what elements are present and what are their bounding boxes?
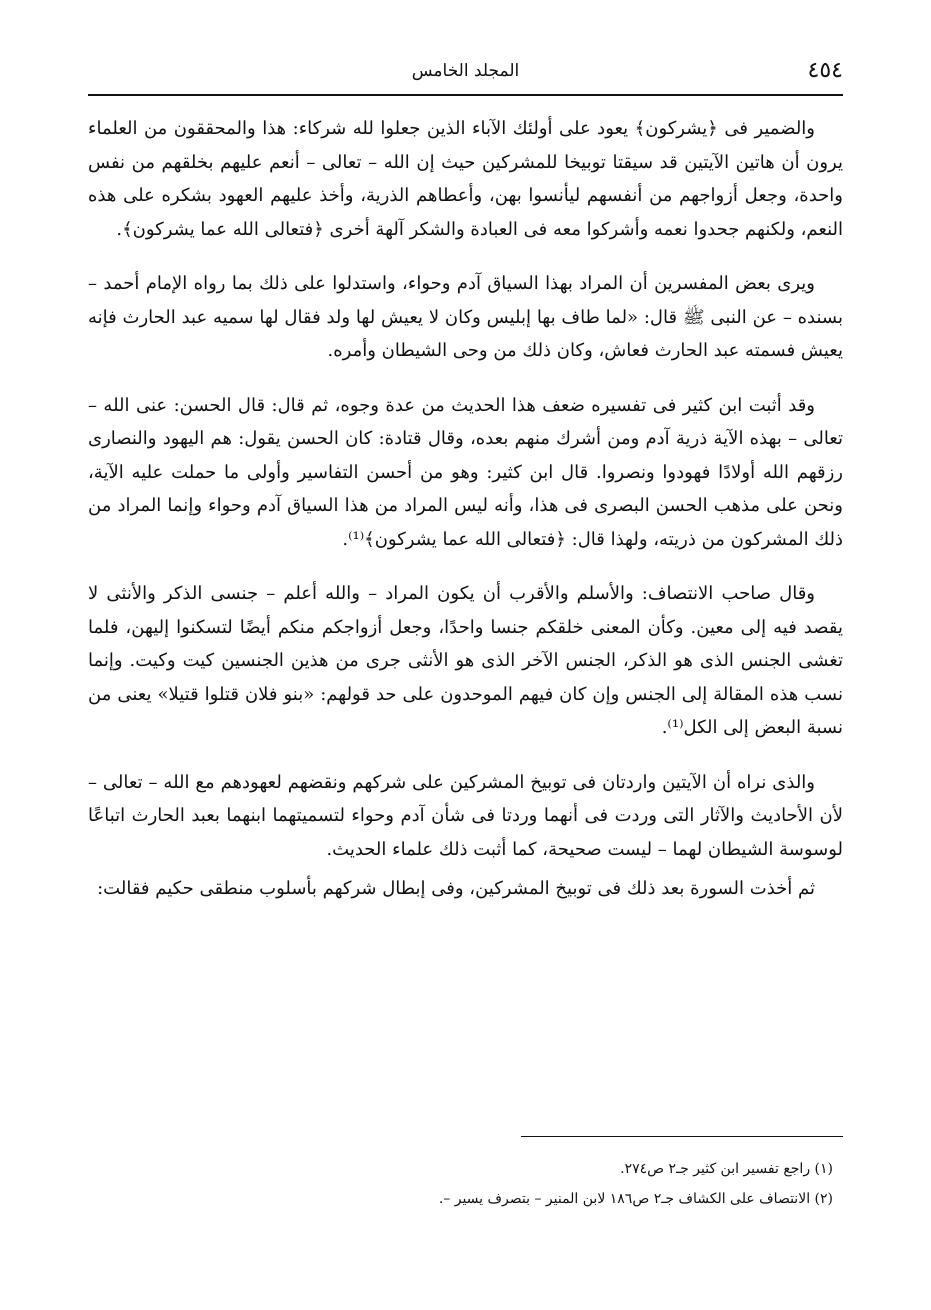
paragraph-1: والضمير فى ﴿يشركون﴾ يعود على أولئك الآباء الذين جعلوا لله شركاء: هذا والمحققون من العلماء يرون أن هاتين الآيتين قد سيقتا توبيخا للمشركين حيث إن الله – تعالى – أنعم عليهم بخلقهم من نفس واحدة، وجعل أزواجهم من أنفسهم ليأنسوا بهن، وأعطاهم الذرية، وأخذ عليهم العهود بشكره على هذه النعم، ولكنهم جحدوا نعمه وأشركوا معه فى العبادة والشكر آلهة أخرى ﴿فتعالى الله عما يشركون﴾.	[88, 118, 843, 240]
paragraph-6: ثم أخذت السورة بعد ذلك فى توبيخ المشركين، وفى إبطال شركهم بأسلوب منطقى حكيم فقالت:	[97, 878, 815, 899]
page-number: ٤٥٤	[807, 58, 843, 83]
paragraph-2: ويرى بعض المفسرين أن المراد بهذا السياق آدم وحواء، واستدلوا على ذلك بما رواه الإمام أحمد – بسنده – عن النبى ﷺ قال: «لما طاف بها إبليس وكان لا يعيش لها ولد فقال لها سميه عبد الحارث فإنه يعيش فسمته عبد الحارث فعاش، وكان ذلك من وحى الشيطان وأمره.	[88, 273, 843, 361]
body-text	[88, 112, 843, 927]
header-rule	[88, 94, 843, 96]
paragraph-4: وقال صاحب الانتصاف: والأسلم والأقرب أن يكون المراد – والله أعلم – جنسى الذكر والأنثى لا يقصد فيه إلى معين. وكأن المعنى خلقكم جنسا واحدًا، وجعل أزواجكم منكم أيضًا لتسكنوا إليهن، فلما تغشى الجنس الذى هو الذكر، الجنس الآخر الذى هو الأنثى جرى من هذين الجنسين كيت وكيت. وإنما نسب هذه المقالة إلى الجنس وإن كان فيهم الموحدون على حد قولهم: «بنو فلان قتلوا قتيلا» يعنى من نسبة البعض إلى الكل⁽¹⁾.	[88, 583, 843, 738]
paragraph-3: وقد أثبت ابن كثير فى تفسيره ضعف هذا الحديث من عدة وجوه، ثم قال: قال الحسن: عنى الله – تعالى – بهذه الآية ذرية آدم ومن أشرك منهم بعده، وقال قتادة: كان الحسن يقول: هم اليهود والنصارى رزقهم الله أولادًا فهودوا ونصروا. قال ابن كثير: وهو من أحسن التفاسير وأولى ما حملت عليه الآية، ونحن على مذهب الحسن البصرى فى هذا، وأنه ليس المراد من هذا السياق آدم وحواء وإنما المراد من ذلك المشركون من ذريته، ولهذا قال: ﴿فتعالى الله عما يشركون﴾⁽¹⁾.	[88, 394, 843, 550]
paragraph-5: والذى نراه أن الآيتين واردتان فى توبيخ المشركين على شركهم ونقضهم لعهودهم مع الله – تعالى – لأن الأحاديث والآثار التى وردت فى أنهما وردتا فى شأن آدم وحواء لتسميتهما ابنهما بعبد الحارث اتباعًا لوسوسة الشيطان لهما – ليست صحيحة، كما أثبت ذلك علماء الحديث.	[88, 771, 843, 860]
footnote-1: (١) راجع تفسير ابن كثير جـ٢ ص٢٧٤.	[620, 1161, 833, 1177]
footnote-2: (٢) الانتصاف على الكشاف جـ٢ ص١٨٦ لابن المنير – بتصرف يسير –.	[438, 1191, 833, 1207]
volume-title: المجلد الخامس	[411, 61, 520, 81]
footnote-rule	[521, 1136, 843, 1137]
running-header	[88, 56, 843, 92]
footnotes	[88, 1154, 843, 1214]
